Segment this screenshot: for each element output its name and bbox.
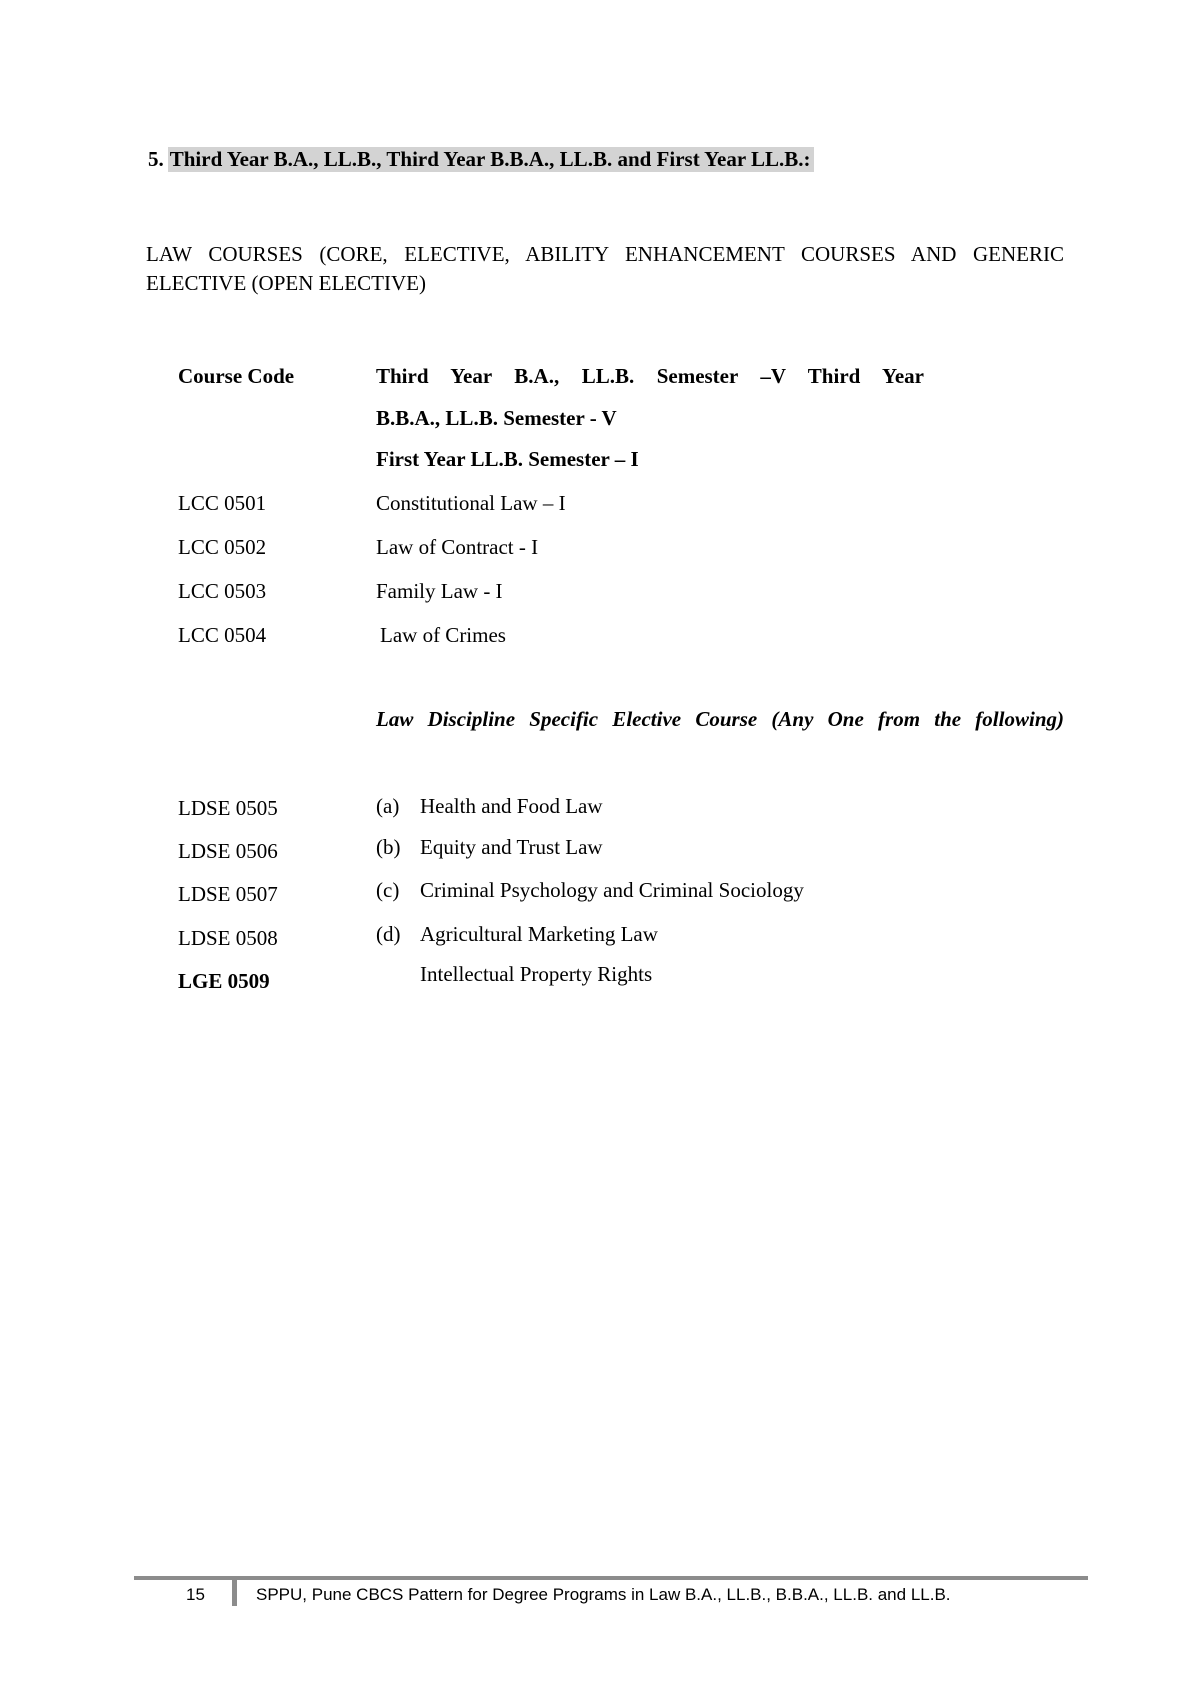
elective-heading-text: Law Discipline Specific Elective Course (Any One from the following) (376, 707, 1064, 731)
course-name: Law of Crimes (380, 623, 506, 647)
list-marker: (c) (376, 878, 400, 902)
course-code: LDSE 0506 (178, 839, 278, 863)
course-code: LCC 0502 (178, 535, 267, 559)
course-code: LDSE 0508 (178, 926, 278, 950)
course-code: LCC 0501 (178, 491, 267, 515)
list-marker: (d) (376, 922, 401, 946)
course-code: LDSE 0507 (178, 882, 278, 906)
course-name: Law of Contract - I (376, 535, 539, 559)
semester-header-line3: First Year LL.B. Semester – I (376, 447, 639, 471)
generic-elective-name: Intellectual Property Rights (420, 962, 653, 986)
course-name: Equity and Trust Law (420, 835, 603, 859)
semester-header-line2: B.B.A., LL.B. Semester - V (376, 406, 617, 430)
course-code: LCC 0503 (178, 579, 267, 603)
page-number: 15 (186, 1585, 205, 1604)
section-heading (148, 147, 814, 172)
footer-rule (134, 1576, 1088, 1580)
section-title: Third Year B.A., LL.B., Third Year B.B.A., LL.B. and First Year LL.B.: (168, 147, 814, 172)
semester-header-line1: Third Year B.A., LL.B. Semester –V Third Year (376, 364, 924, 388)
list-marker: (b) (376, 835, 401, 859)
course-code-header: Course Code (178, 364, 295, 388)
course-name: Health and Food Law (420, 794, 603, 818)
course-name: Agricultural Marketing Law (420, 922, 658, 946)
list-marker: (a) (376, 794, 400, 818)
courses-heading: LAW COURSES (CORE, ELECTIVE, ABILITY ENHANCEMENT COURSES AND GENERIC ELECTIVE (OPEN ELECTIVE) (146, 242, 1064, 295)
generic-elective-code: LGE 0509 (178, 969, 270, 993)
course-name: Criminal Psychology and Criminal Sociology (420, 878, 804, 902)
footer-divider (232, 1580, 237, 1606)
course-code: LCC 0504 (178, 623, 267, 647)
course-name: Family Law - I (376, 579, 503, 603)
course-name: Constitutional Law – I (376, 491, 566, 515)
elective-heading (376, 707, 1064, 732)
footer-text: SPPU, Pune CBCS Pattern for Degree Programs in Law B.A., LL.B., B.B.A., LL.B. and LL.B. (256, 1585, 951, 1604)
section-number: 5. (148, 147, 164, 171)
course-code: LDSE 0505 (178, 796, 278, 820)
